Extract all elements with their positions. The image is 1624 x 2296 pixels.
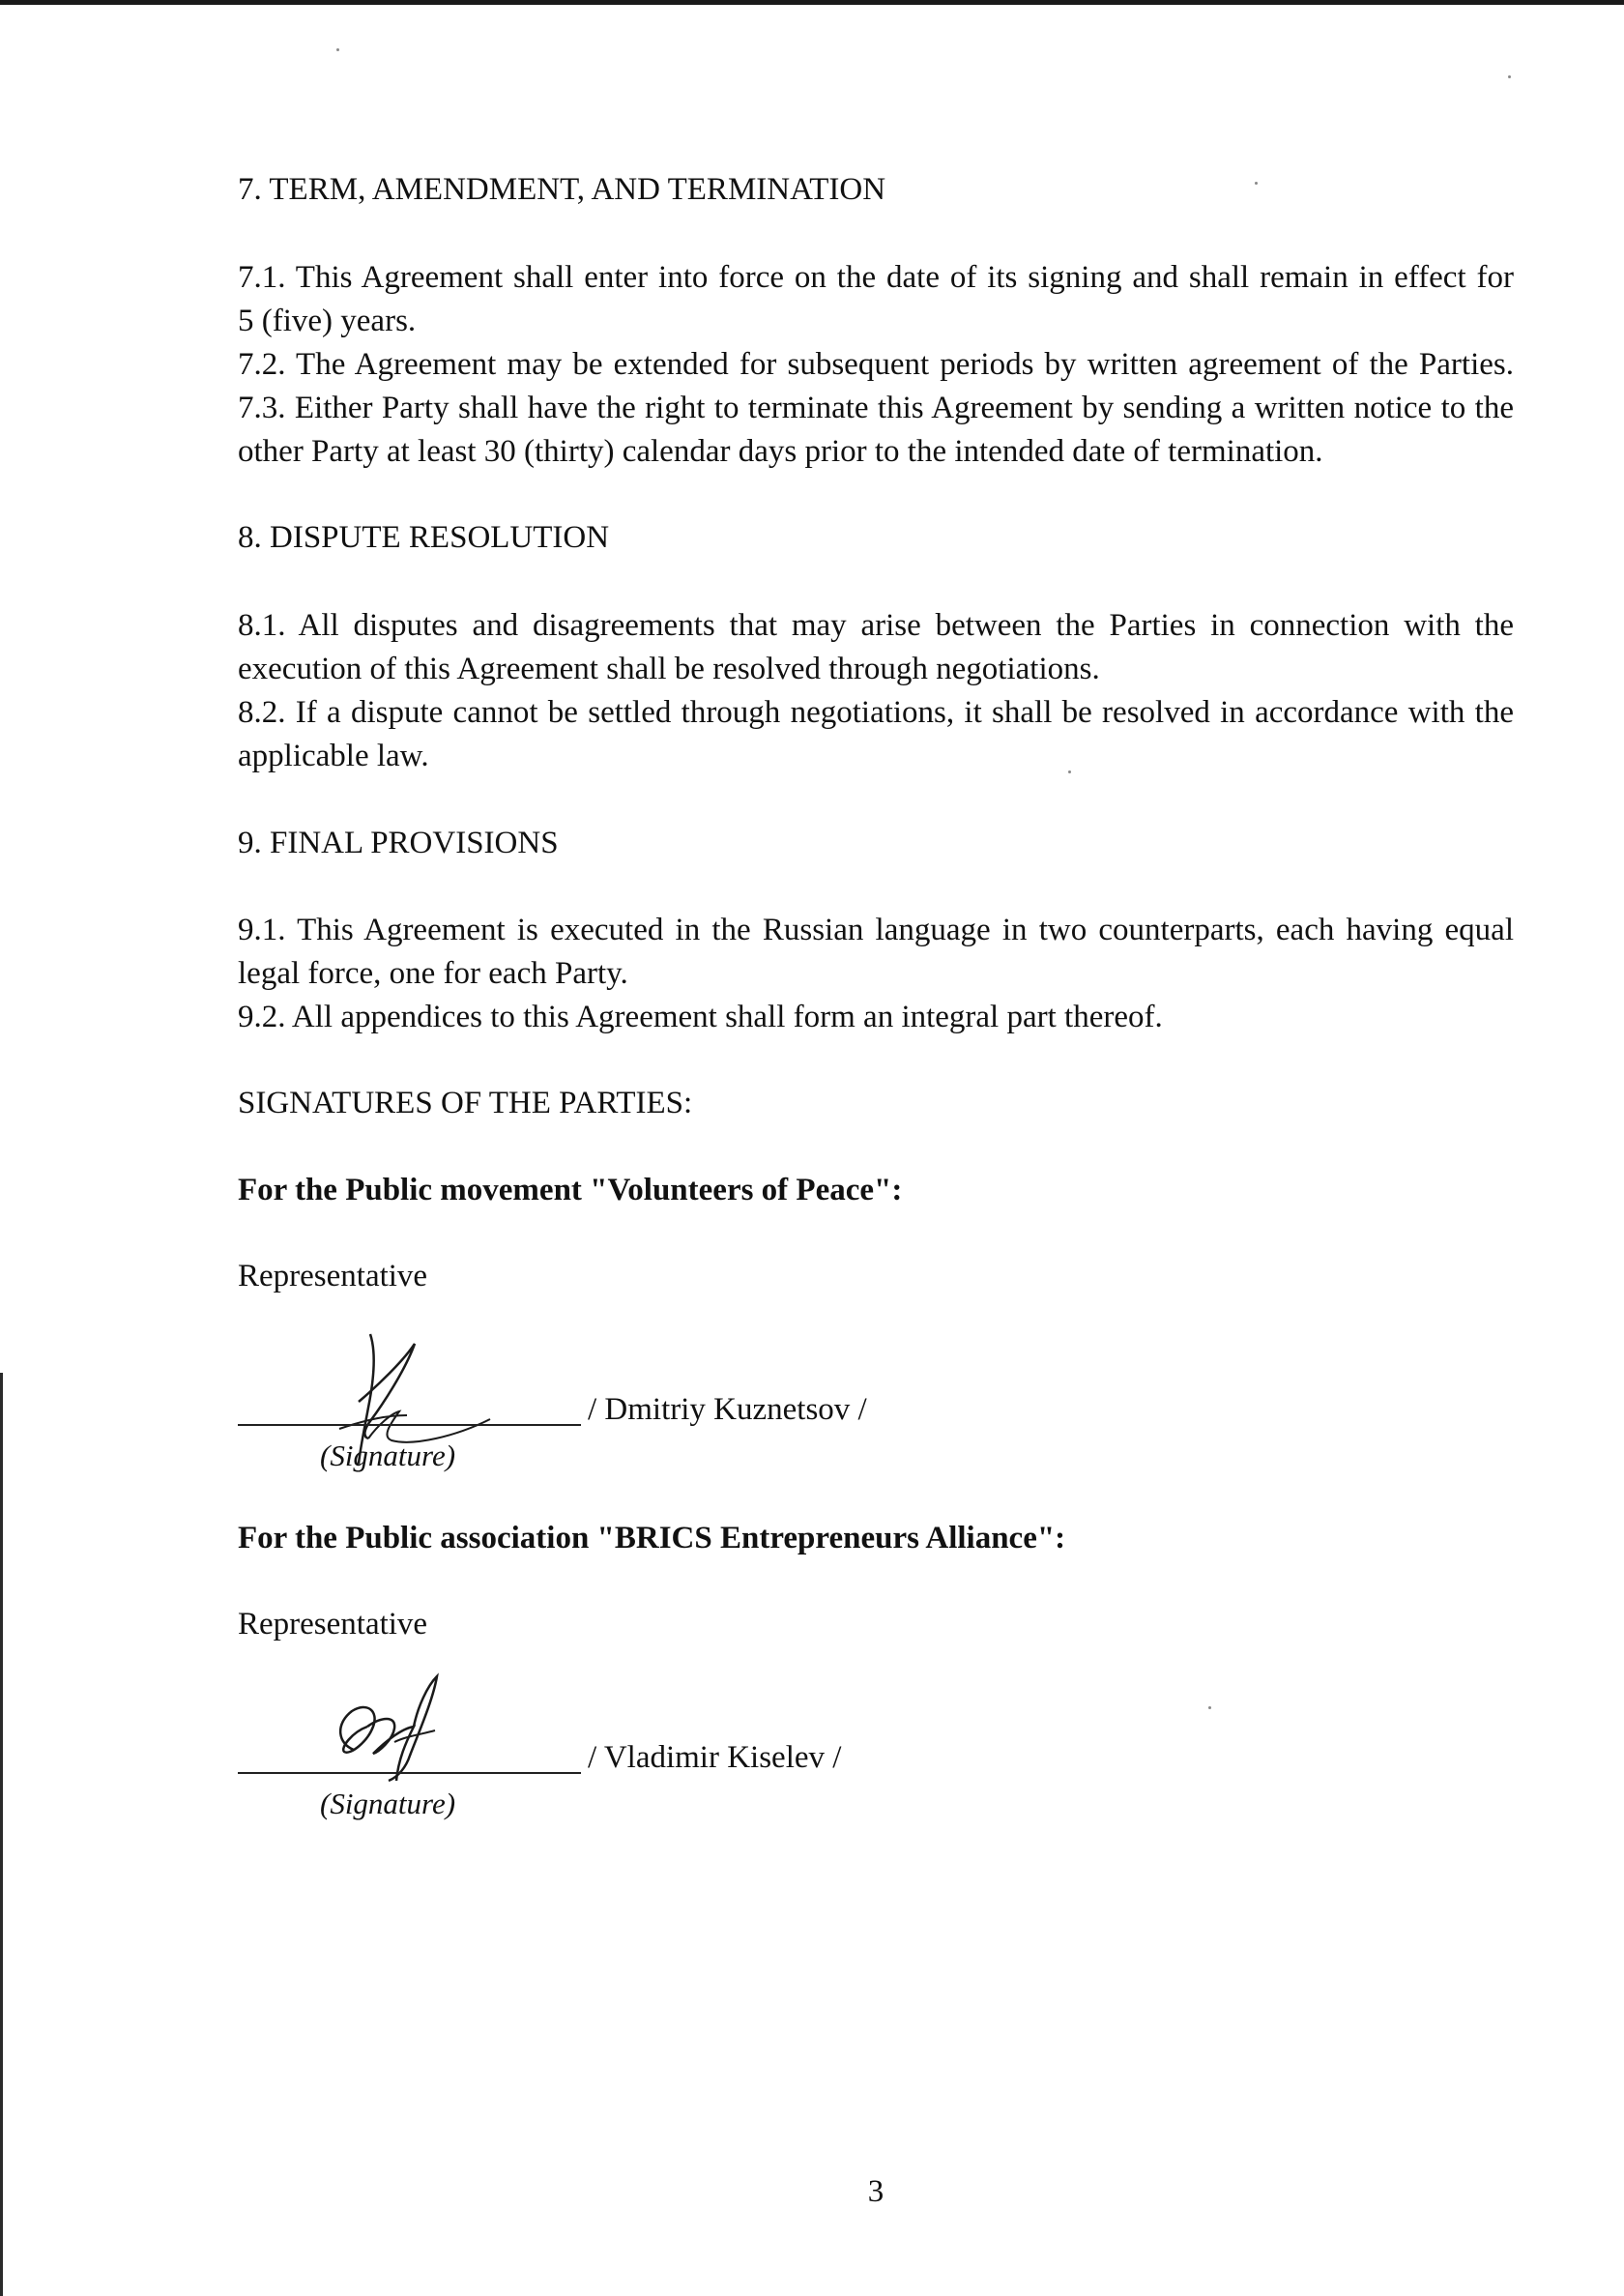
clause-line: 7.3. Either Party shall have the right to terminate this Agreement by sending a written notice to the <box>238 391 1514 425</box>
party-2-signature-caption: (Signature) <box>320 1787 456 1820</box>
clause-line: 9.1. This Agreement is executed in the Russian language in two counterparts, each having equal <box>238 913 1514 947</box>
clause-line: 8.1. All disputes and disagreements that may arise between the Parties in connection with the <box>238 608 1514 643</box>
clause-8-2 <box>238 691 1514 778</box>
scan-speck <box>1255 182 1258 185</box>
party-1-signature-caption: (Signature) <box>320 1439 456 1472</box>
clause-7-2 <box>238 343 1514 387</box>
clause-line: 5 (five) years. <box>238 304 417 338</box>
clause-line: 7.1. This Agreement shall enter into force on the date of its signing and shall remain in effect for <box>238 260 1514 295</box>
clause-line: execution of this Agreement shall be resolved through negotiations. <box>238 652 1100 686</box>
clause-line: 7.2. The Agreement may be extended for subsequent periods by written agreement of the Parties. <box>238 347 1514 382</box>
scan-top-border <box>0 0 1624 5</box>
clause-7-1 <box>238 256 1514 343</box>
section-9-heading: 9. FINAL PROVISIONS <box>238 826 559 860</box>
clause-line: legal force, one for each Party. <box>238 956 628 991</box>
scan-speck <box>336 48 339 51</box>
party-1-heading: For the Public movement "Volunteers of Peace": <box>238 1173 903 1207</box>
scan-speck <box>1508 75 1511 78</box>
clause-9-2 <box>238 996 1514 1039</box>
section-8-heading: 8. DISPUTE RESOLUTION <box>238 520 610 555</box>
party-2-name: / Vladimir Kiselev / <box>588 1740 842 1775</box>
clause-7-3 <box>238 387 1514 474</box>
party-1-role: Representative <box>238 1259 428 1293</box>
scan-speck <box>1208 1706 1211 1709</box>
party-2-heading: For the Public association "BRICS Entrepreneurs Alliance": <box>238 1521 1066 1555</box>
clause-line: applicable law. <box>238 739 429 773</box>
signature-line <box>238 1772 581 1774</box>
party-2-role: Representative <box>238 1607 428 1642</box>
scan-left-border <box>0 1373 3 2296</box>
section-7-heading: 7. TERM, AMENDMENT, AND TERMINATION <box>238 172 886 207</box>
clause-8-1 <box>238 604 1514 691</box>
signatures-heading: SIGNATURES OF THE PARTIES: <box>238 1086 693 1120</box>
clause-line: other Party at least 30 (thirty) calendar days prior to the intended date of termination. <box>238 434 1323 469</box>
signature-line <box>238 1424 581 1426</box>
clause-line: 9.2. All appendices to this Agreement shall form an integral part thereof. <box>238 1000 1163 1034</box>
party-1-name: / Dmitriy Kuznetsov / <box>588 1392 867 1427</box>
page-number: 3 <box>867 2174 884 2209</box>
clause-line: 8.2. If a dispute cannot be settled through negotiations, it shall be resolved in accordance with the <box>238 695 1514 730</box>
clause-9-1 <box>238 909 1514 996</box>
